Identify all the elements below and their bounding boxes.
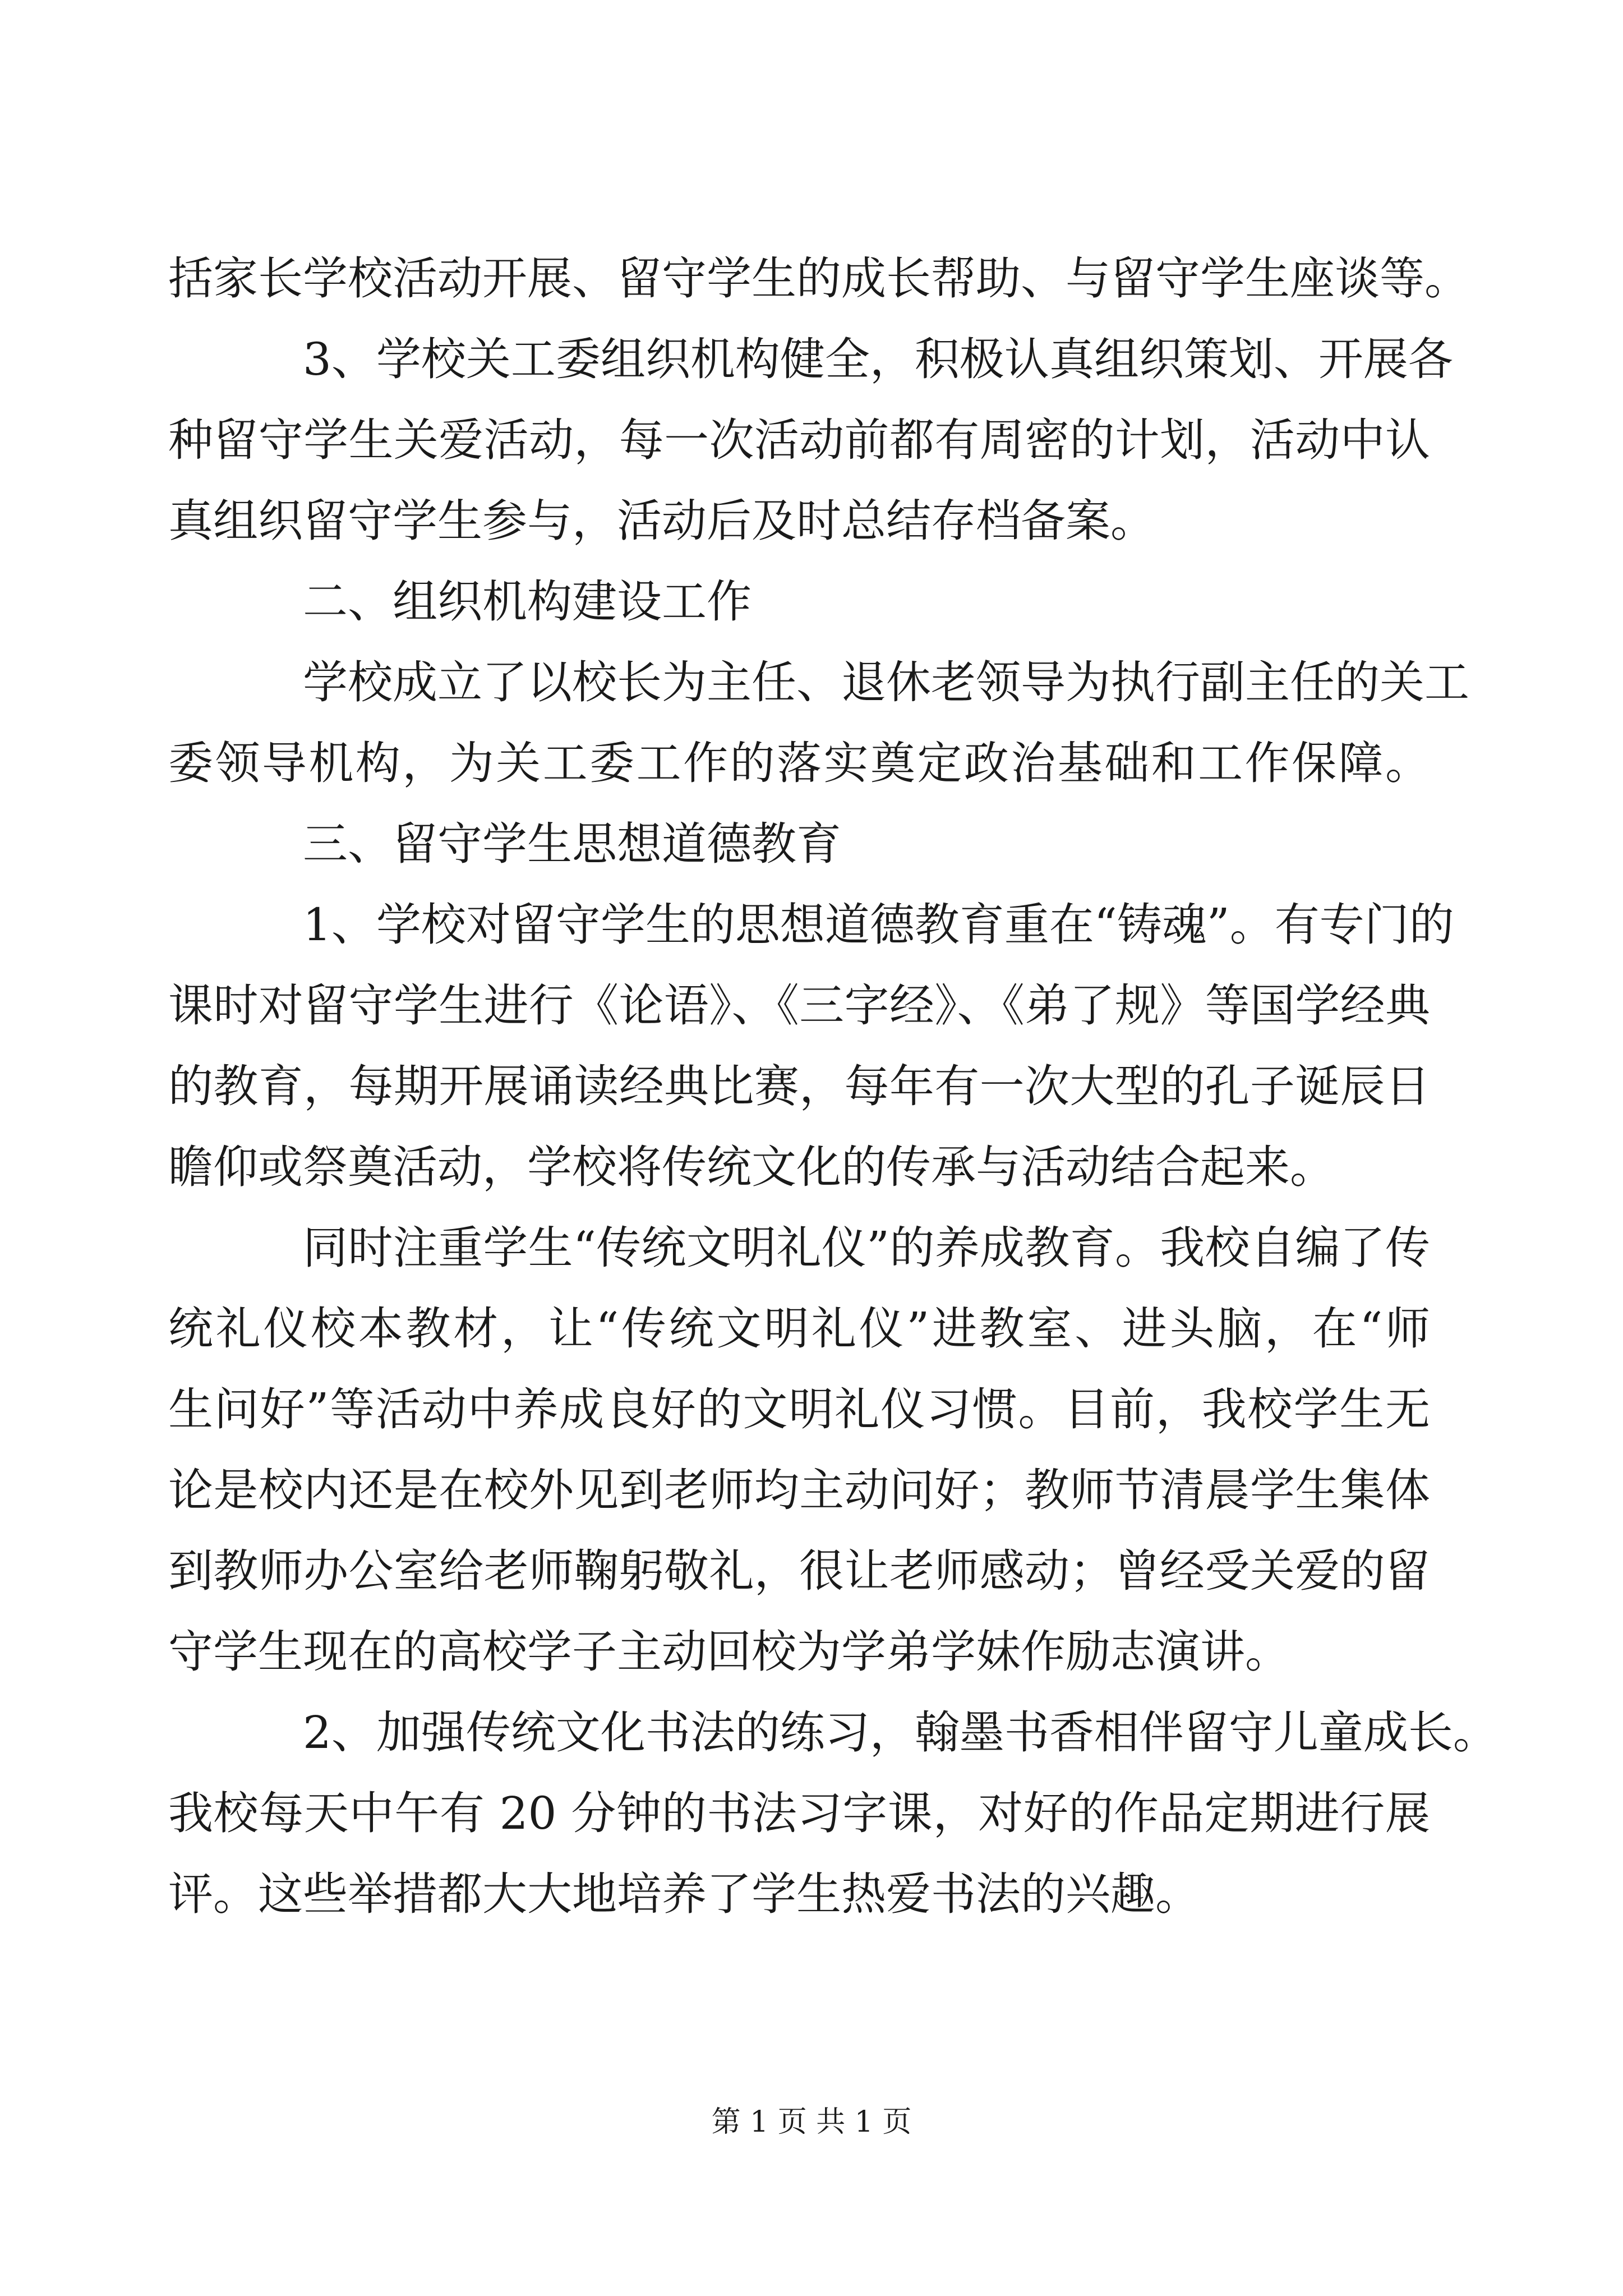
text-line: 统礼仪校本教材，让“传统文明礼仪”进教室、进头脑，在“师 [168,1303,1430,1355]
section-heading: 二、组织机构建设工作 [303,576,751,628]
section-heading: 三、留守学生思想道德教育 [303,818,841,870]
text-line: 论是校内还是在校外见到老师均主动问好；教师节清晨学生集体 [168,1464,1430,1516]
text-line: 1、学校对留守学生的思想道德教育重在“铸魂”。有专门的 [303,899,1454,951]
text-line: 到教师办公室给老师鞠躬敬礼，很让老师感动；曾经受关爱的留 [168,1545,1430,1597]
text-line: 括家长学校活动开展、留守学生的成长帮助、与留守学生座谈等。 [168,252,1469,305]
text-line: 课时对留守学生进行《论语》、《三字经》、《弟了规》等国学经典 [168,979,1430,1032]
text-line: 生问好”等活动中养成良好的文明礼仪习惯。目前，我校学生无 [168,1383,1430,1435]
text-line: 同时注重学生“传统文明礼仪”的养成教育。我校自编了传 [303,1222,1430,1274]
text-line: 我校每天中午有 20 分钟的书法习字课，对好的作品定期进行展 [168,1787,1430,1839]
text-line: 委领导机构，为关工委工作的落实奠定政治基础和工作保障。 [168,737,1430,789]
document-body [168,238,1498,1935]
text-line: 3、学校关工委组织机构健全，积极认真组织策划、开展各 [303,333,1453,385]
text-line: 学校成立了以校长为主任、退休老领导为执行副主任的关工 [303,656,1469,708]
text-line: 守学生现在的高校学子主动回校为学弟学妹作励志演讲。 [168,1626,1290,1678]
text-line: 瞻仰或祭奠活动，学校将传统文化的传承与活动结合起来。 [168,1141,1335,1193]
text-line: 种留守学生关爱活动，每一次活动前都有周密的计划，活动中认 [168,414,1430,466]
text-line: 的教育，每期开展诵读经典比赛，每年有一次大型的孔子诞辰日 [168,1060,1430,1112]
page-footer: 第 1 页 共 1 页 [711,2105,912,2139]
text-line: 评。这些举措都大大地培养了学生热爱书法的兴趣。 [168,1868,1200,1920]
text-line: 2、加强传统文化书法的练习，翰墨书香相伴留守儿童成长。 [303,1706,1498,1759]
text-line: 真组织留守学生参与，活动后及时总结存档备案。 [168,495,1155,547]
